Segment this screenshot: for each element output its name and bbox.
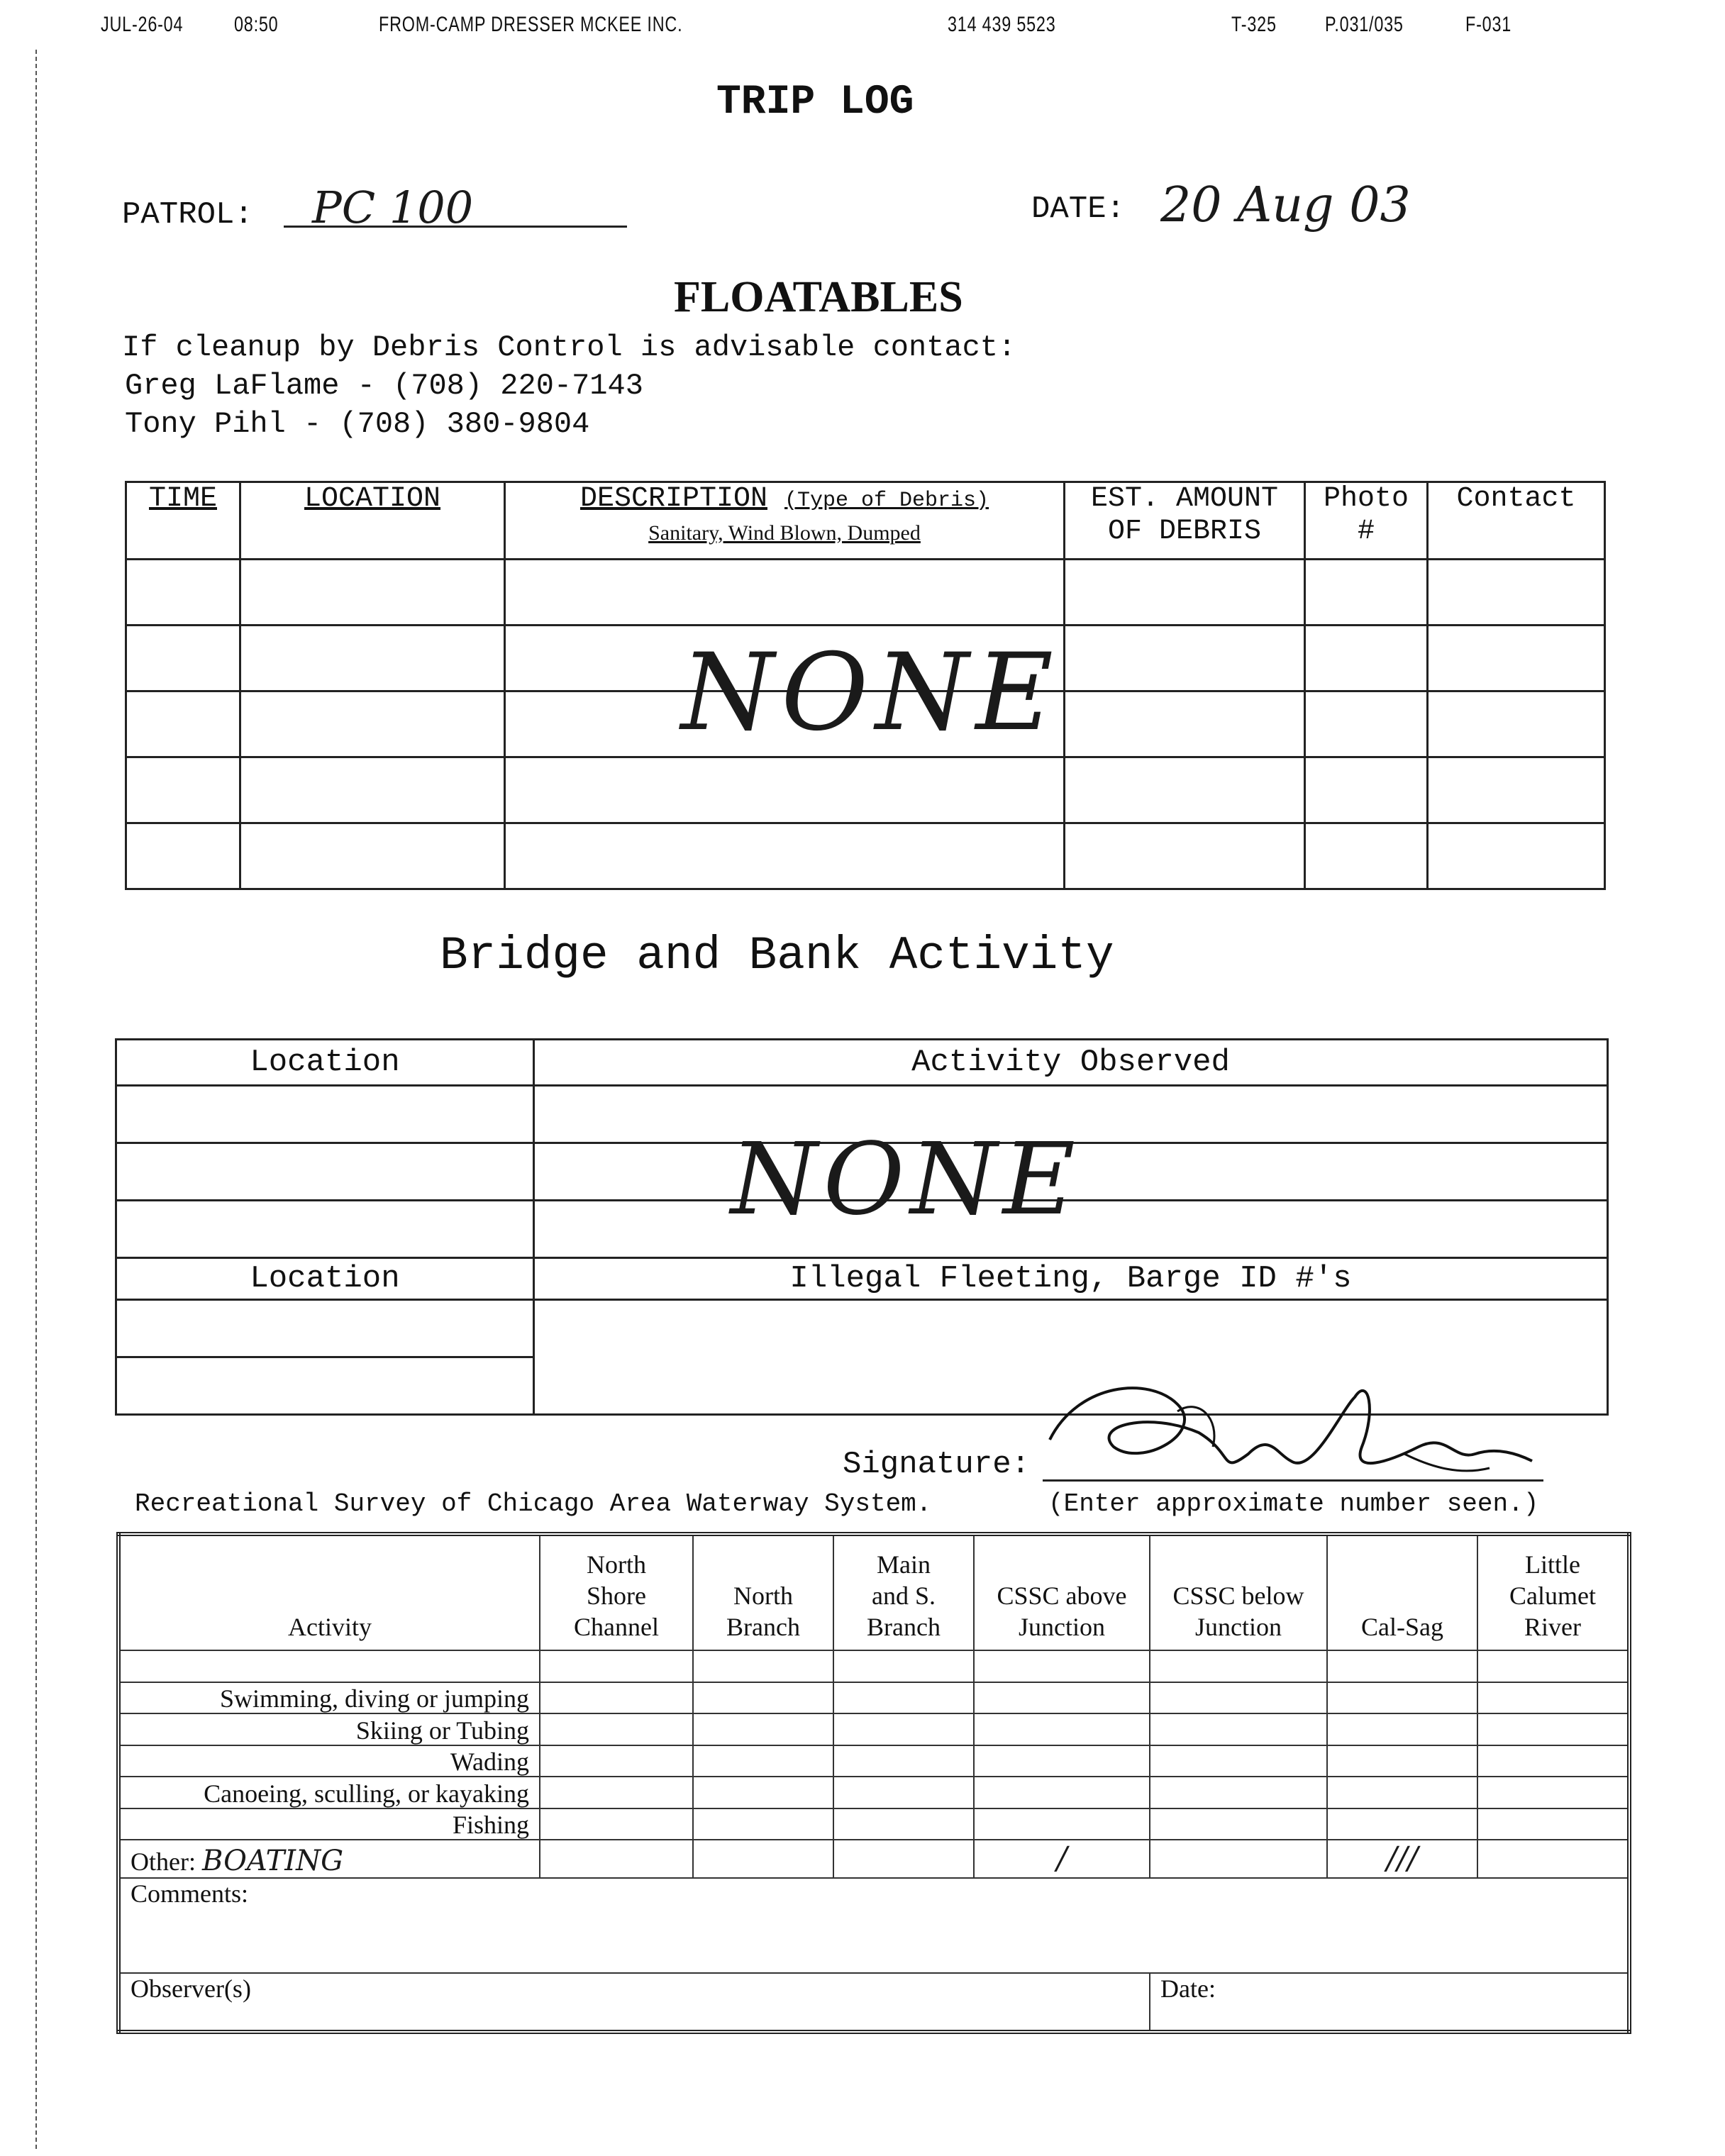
contact-line: Greg LaFlame - (708) 220-7143 (125, 369, 643, 403)
patrol-label: PATROL: (122, 197, 253, 233)
table-row (126, 560, 1605, 626)
col-photo: Photo # (1305, 482, 1428, 560)
col-cal-sag: Cal-Sag (1327, 1534, 1477, 1650)
table-row-other (118, 1840, 1629, 1878)
survey-date-label: Date: (1150, 1973, 1629, 2032)
table-row: Fishing (118, 1808, 1629, 1840)
bridge-bank-none: NONE (731, 1122, 1081, 1238)
table-row: Swimming, diving or jumping (118, 1682, 1629, 1714)
table-row: Canoeing, sculling, or kayaking (118, 1777, 1629, 1808)
floatables-instruction: If cleanup by Debris Control is advisable contact: (122, 330, 1016, 365)
col-bb-location: Location (116, 1040, 534, 1086)
patrol-value: PC 100 (312, 182, 474, 233)
fax-job: T-325 (1231, 13, 1277, 36)
date-label: DATE: (1031, 191, 1126, 227)
observer-row (118, 1973, 1629, 2032)
other-cal-sag-count: /// (1386, 1840, 1419, 1877)
col-location: LOCATION (240, 482, 505, 560)
col-main-s-branch: Main and S. Branch (833, 1534, 974, 1650)
col-amount: EST. AMOUNT OF DEBRIS (1065, 482, 1305, 560)
col-north-branch: North Branch (693, 1534, 833, 1650)
other-value: BOATING (201, 1845, 344, 1878)
col-contact: Contact (1428, 482, 1605, 560)
col-little-calumet: Little Calumet River (1477, 1534, 1629, 1650)
signature-scribble (1036, 1369, 1546, 1496)
bridge-bank-heading: Bridge and Bank Activity (440, 929, 1114, 982)
floatables-none: NONE (681, 631, 1060, 755)
table-row (118, 1650, 1629, 1682)
col-bb-fleeting: Illegal Fleeting, Barge ID #'s (534, 1258, 1608, 1300)
col-cssc-below: CSSC below Junction (1150, 1534, 1327, 1650)
table-row: Skiing or Tubing (118, 1713, 1629, 1745)
fax-date: JUL-26-04 (101, 13, 184, 36)
survey-note: (Enter approximate number seen.) (1048, 1489, 1539, 1518)
col-time: TIME (126, 482, 240, 560)
col-description: DESCRIPTION (Type of Debris) Sanitary, Wind Blown, Dumped (505, 482, 1065, 560)
page-title: TRIP LOG (716, 79, 914, 126)
contact-line: Tony Pihl - (708) 380-9804 (125, 407, 590, 441)
col-north-shore: North Shore Channel (540, 1534, 693, 1650)
observer-label: Observer(s) (118, 1973, 1150, 2032)
fax-page: P.031/035 (1325, 13, 1404, 36)
col-activity: Activity (118, 1534, 540, 1650)
signature-label: Signature: (843, 1447, 1031, 1482)
fax-from: FROM-CAMP DRESSER MCKEE INC. (379, 13, 683, 36)
table-row (126, 823, 1605, 889)
date-value: 20 Aug 03 (1160, 177, 1411, 233)
survey-table (116, 1532, 1631, 2034)
col-bb-location-2: Location (116, 1258, 534, 1300)
survey-title: Recreational Survey of Chicago Area Waterway System. (135, 1489, 932, 1518)
comments-label: Comments: (118, 1878, 1629, 1973)
fax-phone: 314 439 5523 (948, 13, 1056, 36)
col-cssc-above: CSSC above Junction (974, 1534, 1150, 1650)
other-cssc-above-count: / (1056, 1840, 1067, 1877)
other-label: Other: (131, 1847, 196, 1877)
col-bb-activity: Activity Observed (534, 1040, 1608, 1086)
scan-margin-line (35, 50, 37, 2149)
floatables-heading: FLOATABLES (674, 273, 963, 321)
fax-id: F-031 (1465, 13, 1512, 36)
table-row (116, 1300, 1608, 1357)
table-row: Wading (118, 1745, 1629, 1777)
table-row (126, 757, 1605, 823)
fax-time: 08:50 (234, 13, 279, 36)
comments-row (118, 1878, 1629, 1973)
